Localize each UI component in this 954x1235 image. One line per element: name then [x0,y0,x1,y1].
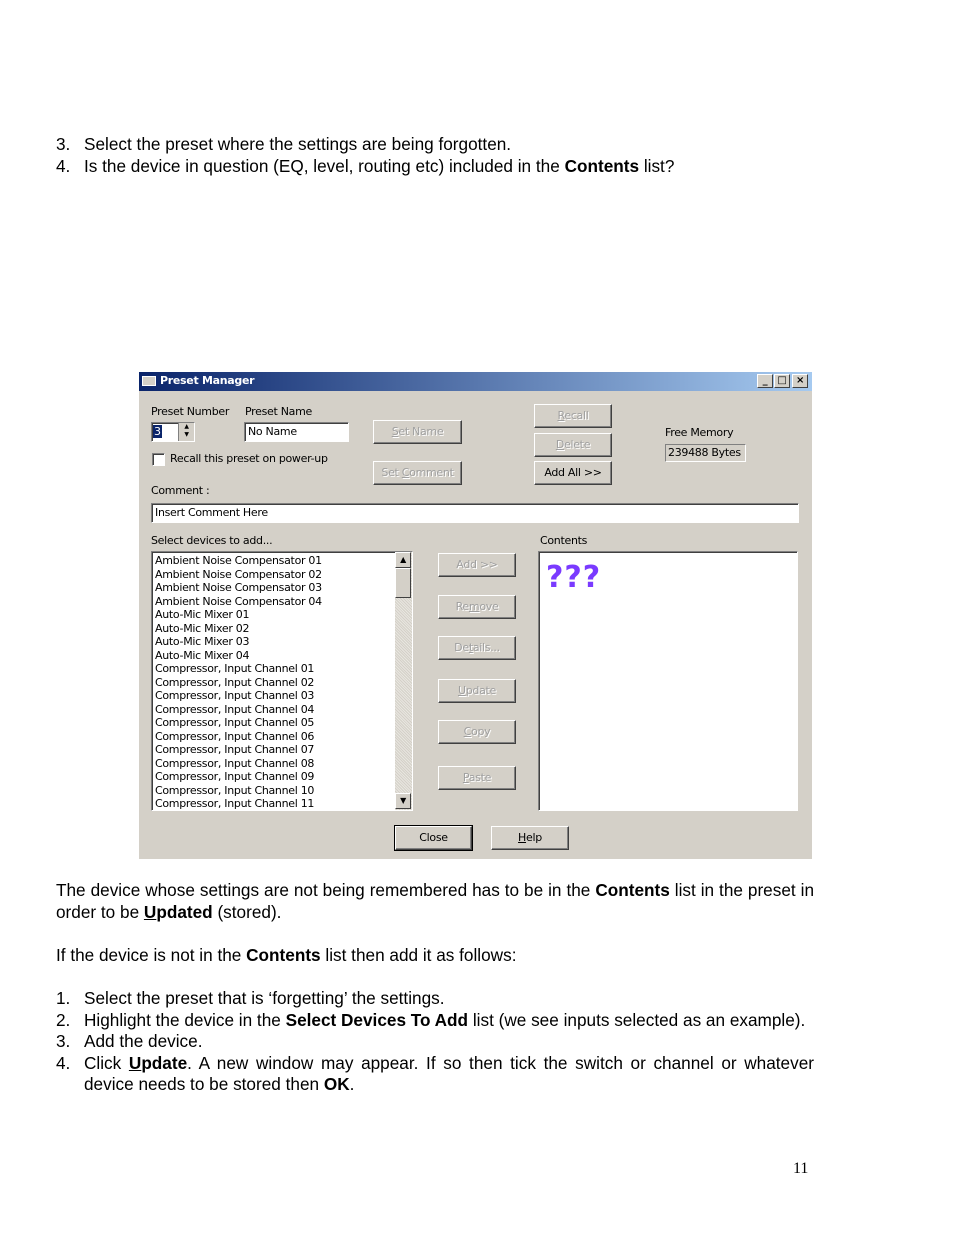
preset-manager-dialog [139,372,812,859]
list-item[interactable]: Auto-Mic Mixer 01 [155,608,250,621]
device-list [152,552,412,811]
recall-button[interactable]: Recall [534,404,612,428]
list-text: . A new window may appear. If so then tick the switch or channel or whatever device needs to be stored then [84,1052,814,1094]
list-item [56,1031,814,1053]
list-item[interactable]: Auto-Mic Mixer 03 [155,635,250,648]
bold-term: Select Devices To Add [285,1009,469,1030]
bold-term-underlined: U [128,1052,142,1073]
list-item[interactable]: Compressor, Input Channel 02 [155,675,315,689]
window-icon [142,376,156,386]
list-item[interactable]: Auto-Mic Mixer 02 [155,621,250,635]
recall-on-power-label: Recall this preset on power-up [170,452,328,465]
copy-button[interactable]: Copy [438,720,516,744]
set-comment-button[interactable]: Set Comment [373,461,462,485]
preset-number-value: 3 [154,425,161,438]
bold-term: Contents [595,880,670,900]
spin-arrows-icon[interactable]: ▲ ▼ [178,423,194,441]
list-item[interactable]: Compressor, Input Channel 05 [155,716,315,729]
preset-number-stepper[interactable] [151,422,195,442]
list-number: 2. [56,1009,71,1030]
help-button[interactable]: Help [491,826,569,850]
details-button[interactable]: Details... [438,636,516,660]
list-text: Highlight the device in the [84,1009,286,1030]
list-item[interactable]: Ambient Noise Compensator 01 [155,554,322,567]
scroll-down-icon[interactable]: ▼ [395,793,411,809]
bold-term: Contents [564,155,640,176]
title-bar [139,372,812,391]
list-text: Add the device. [84,1031,203,1051]
contents-question-marks: ??? [546,560,602,595]
list-item[interactable]: Ambient Noise Compensator 03 [155,581,322,594]
list-item [56,134,814,156]
bold-term: pdated [156,901,213,922]
list-text: Is the device in question (EQ, level, routing etc) included in the [84,155,565,176]
bottom-instructions [56,988,814,1096]
device-listbox[interactable] [151,551,413,811]
paragraph-contents [56,880,814,923]
list-text: list (we see inputs selected as an example). [468,1009,806,1030]
set-name-button[interactable]: Set Name [373,420,462,444]
list-number: 3. [56,134,71,154]
maximize-icon[interactable]: □ [774,374,790,388]
list-item[interactable]: Ambient Noise Compensator 04 [155,594,322,608]
list-item [56,156,814,178]
para-text: (stored). [212,901,282,922]
list-number: 4. [56,155,71,176]
list-item[interactable]: Compressor, Input Channel 01 [155,662,315,675]
free-memory-value: 239488 Bytes [665,444,746,462]
list-item [56,988,814,1010]
update-button[interactable]: Update [438,679,516,703]
bold-term: OK [323,1074,350,1094]
bold-term-underlined: U [143,901,157,922]
list-item[interactable]: Compressor, Input Channel 09 [155,770,315,783]
close-icon[interactable]: × [792,374,808,388]
para-text: If the device is not in the [56,945,247,965]
list-item[interactable]: Compressor, Input Channel 10 [155,783,315,797]
list-item[interactable]: Compressor, Input Channel 03 [155,689,315,702]
minimize-icon[interactable]: _ [757,374,773,388]
list-number: 3. [56,1031,71,1051]
list-item[interactable]: Auto-Mic Mixer 04 [155,648,250,662]
free-memory-label: Free Memory [665,426,734,439]
list-text: Click [84,1052,129,1073]
scroll-up-icon[interactable]: ▲ [395,552,411,568]
paragraph-add-device [56,945,814,967]
list-item [56,1010,814,1032]
window-title: Preset Manager [160,374,255,387]
preset-name-label: Preset Name [245,405,312,418]
list-text: Select the preset where the settings are being forgotten. [84,134,512,154]
list-item[interactable]: Compressor, Input Channel 11 [155,797,315,810]
preset-number-label: Preset Number [151,405,230,418]
list-item[interactable]: Compressor, Input Channel 06 [155,729,315,743]
list-item[interactable]: Compressor, Input Channel 08 [155,756,315,770]
scrollbar[interactable] [395,552,412,810]
comment-label: Comment : [151,484,210,497]
list-number: 1. [56,988,71,1008]
para-text: The device whose settings are not being remembered has to be in the [56,880,596,900]
list-item[interactable]: Ambient Noise Compensator 02 [155,567,322,581]
list-text: list? [639,155,675,176]
comment-input[interactable]: Insert Comment Here [151,503,799,523]
close-button[interactable]: Close [395,826,472,850]
preset-name-input[interactable]: No Name [244,422,349,442]
list-item[interactable]: Compressor, Input Channel 04 [155,702,315,716]
bold-term: pdate [141,1052,188,1073]
add-button[interactable]: Add >> [438,553,516,577]
remove-button[interactable]: Remove [438,595,516,619]
list-item[interactable]: Compressor, Input Channel 07 [155,743,315,756]
page-number: 11 [793,1160,809,1177]
contents-listbox[interactable] [538,551,798,811]
scroll-thumb[interactable] [395,568,411,598]
top-instructions [56,134,814,177]
bold-term: Contents [246,945,321,965]
select-devices-label: Select devices to add... [151,534,273,547]
list-number: 4. [56,1052,71,1073]
list-item [56,1053,814,1096]
para-text: list in the preset in order to be [56,880,814,922]
list-text: . [349,1074,355,1094]
contents-label: Contents [540,534,588,547]
para-text: list then add it as follows: [320,945,517,965]
recall-on-power-checkbox[interactable] [152,453,165,466]
delete-button[interactable]: Delete [534,433,612,457]
paste-button[interactable]: Paste [438,766,516,790]
add-all-button[interactable]: Add All >> [534,461,612,485]
list-text: Select the preset that is ‘forgetting’ the settings. [84,988,445,1008]
